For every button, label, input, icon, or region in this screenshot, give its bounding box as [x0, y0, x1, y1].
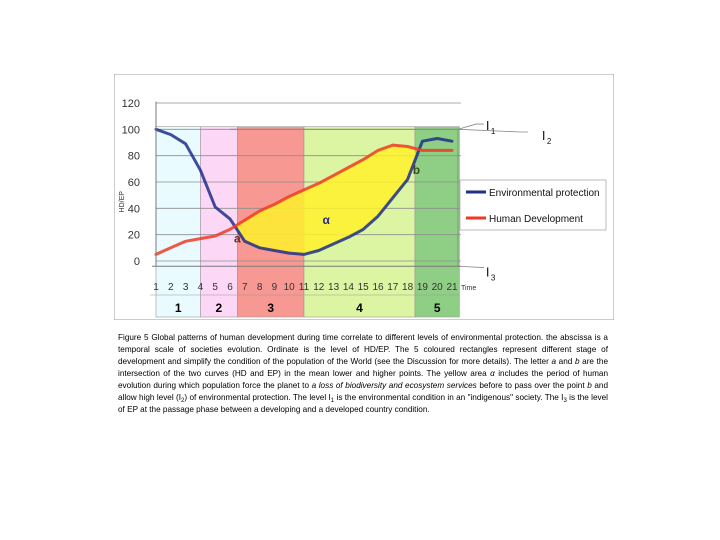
caption-sub: 2	[181, 398, 185, 404]
chart	[114, 74, 614, 320]
stage-label-5: 5	[433, 301, 441, 315]
x-tick-label-2: 2	[168, 282, 174, 293]
level-label-sub-1: 1	[490, 127, 496, 137]
chart-svg	[114, 74, 614, 320]
figure-caption	[118, 332, 608, 416]
y-tick-label-40: 40	[127, 203, 140, 216]
annotation-a: a	[234, 231, 241, 246]
stage-rect-1	[156, 127, 200, 317]
caption-text: and allow high level (I	[118, 381, 609, 402]
legend-label-1: Human Development	[489, 214, 583, 225]
x-tick-label-6: 6	[227, 282, 233, 293]
caption-text: is the level of EP at the passage phase between a developing and a developed country condition.	[118, 393, 608, 414]
x-tick-label-4: 4	[197, 282, 204, 293]
x-tick-label-13: 13	[328, 282, 340, 293]
legend-label-0: Environmental protection	[489, 188, 600, 199]
x-tick-label-1: 1	[153, 282, 159, 293]
y-tick-label-120: 120	[121, 98, 140, 110]
x-tick-label-3: 3	[182, 282, 189, 293]
x-tick-label-9: 9	[271, 282, 278, 293]
annotation-alpha: α	[322, 213, 330, 228]
level-label-I3: I	[485, 264, 490, 280]
caption-sub: 3	[563, 398, 567, 404]
x-tick-label-12: 12	[313, 282, 325, 293]
y-tick-label-100: 100	[121, 124, 140, 137]
x-tick-label-18: 18	[402, 282, 414, 293]
y-tick-label-60: 60	[127, 177, 140, 189]
y-axis-label: HD/EP	[119, 191, 126, 213]
x-tick-label-11: 11	[298, 282, 310, 293]
y-tick-label-20: 20	[127, 229, 140, 242]
x-tick-label-19: 19	[416, 282, 428, 293]
x-tick-label-10: 10	[283, 282, 295, 293]
level-label-sub-3: 3	[490, 273, 496, 283]
caption-text: are the intersection of the two curves (HD and EP) in the mean lower and higher points. The yellow area	[118, 357, 609, 378]
stage-label-1: 1	[174, 301, 182, 315]
x-tick-label-8: 8	[256, 282, 263, 293]
x-axis-label: Time	[460, 285, 477, 292]
y-tick-label-80: 80	[127, 150, 140, 163]
stage-label-2: 2	[215, 301, 223, 315]
x-tick-label-5: 5	[212, 282, 218, 293]
stage-label-3: 3	[267, 301, 275, 315]
x-tick-label-16: 16	[372, 282, 384, 293]
stage-label-4: 4	[356, 301, 363, 315]
caption-b2: b	[587, 381, 592, 390]
caption-b: b	[574, 357, 580, 366]
x-tick-label-14: 14	[342, 282, 354, 293]
caption-a: a	[551, 357, 557, 366]
caption-sub: 1	[330, 398, 335, 404]
caption-alpha: α	[490, 369, 495, 378]
x-tick-label-17: 17	[387, 282, 399, 293]
caption-text: includes the period of human evolution during which population force the planet to	[118, 369, 608, 390]
x-tick-label-7: 7	[242, 282, 248, 293]
caption-text: is the environmental condition in an "indigenous" society. The I	[334, 393, 564, 402]
x-tick-label-20: 20	[431, 282, 443, 293]
caption-loss: a loss of biodiversity and ecosystem services	[311, 381, 477, 390]
caption-text: ) of environmental protection. The level I	[184, 393, 331, 402]
y-tick-label-0: 0	[133, 256, 140, 268]
level-label-I1: I	[485, 118, 490, 134]
level-label-I2: I	[541, 127, 546, 143]
annotation-b: b	[412, 163, 421, 178]
level-label-sub-2: 2	[546, 136, 552, 146]
caption-text: and	[556, 357, 575, 366]
x-tick-label-15: 15	[357, 282, 369, 293]
caption-text: Figure 5 Global patterns of human development during time correlate to different levels of environmental protection. the abscissa is a temporal scale of societies evolution. Ordinate is the level of HD/EP. The 5 coloured rectangles represent different stage of development and simplify the condition of the population of the World (see the Discussion for more details). The letter	[118, 333, 608, 366]
caption-text: before to pass over the point	[476, 381, 588, 390]
x-tick-label-21: 21	[446, 282, 458, 293]
